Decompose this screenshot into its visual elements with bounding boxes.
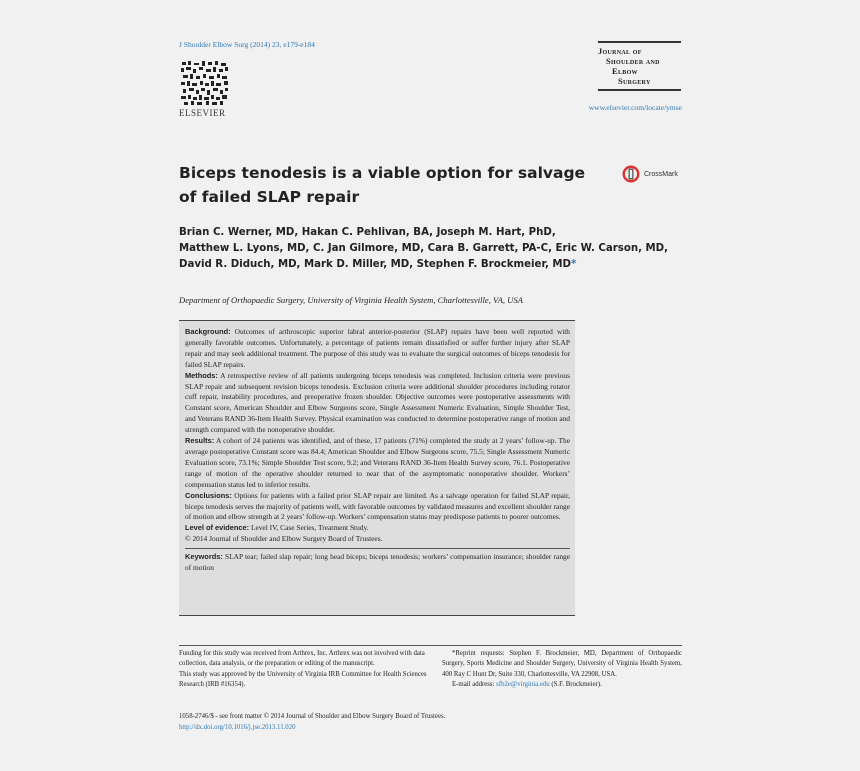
section-text: Outcomes of arthroscopic superior labral anterior-posterior (SLAP) repairs have been well reported with generally favorable outcomes. Unfortunately, a percentage of patients remain dissatisfied or suffer further injury after SLAP repair and may seek additional treatment. The purpose of this study was to evaluate the surgical outcomes of biceps tenodesis for failed SLAP repairs. [185,327,570,369]
section-label: Background: [185,327,231,336]
footer-meta [179,711,682,733]
reprint-note: *Reprint requests: Stephen F. Brockmeier, MD, Department of Orthopaedic Surgery, Sports Medicine and Shoulder Surgery, University of Virginia Health System, 400 Ray C Hunt Dr, Suite 330, Charlottesville, VA 22908, USA. [442,650,682,678]
citation-link[interactable]: J Shoulder Elbow Surg (2014) 23, e179-e184 [179,40,315,49]
journal-url-link[interactable]: www.elsevier.com/locate/ymse [588,103,682,112]
author-line: Matthew L. Lyons, MD, C. Jan Gilmore, MD, Cara B. Garrett, PA-C, Eric W. Carson, MD, [179,243,668,254]
irb-note: This study was approved by the University of Virginia IRB Committee for Health Sciences Research (IRB #16354). [179,670,427,688]
section-label: Results: [185,436,215,446]
journal-logo-line: Journal of [598,46,642,56]
email-note [442,680,682,690]
crossmark-icon [622,165,640,183]
abstract-keywords [185,552,570,574]
crossmark-button[interactable] [622,162,682,186]
corresponding-author-link[interactable]: * [571,259,577,270]
divider [185,548,570,549]
journal-logo-line: Shoulder and [606,56,660,66]
funding-note: Funding for this study was received from Arthrex, Inc. Arthrex was not involved with data collection, data analysis, or the preparation or editing of the manuscript. [179,650,425,668]
abstract-results [185,436,570,491]
footnotes-right [442,649,682,690]
section-text: SLAP tear; failed slap repair; long head biceps; biceps tenodesis; workers’ compensation insurance; shoulder range of motion [185,552,570,573]
journal-logo [598,41,681,91]
email-label: E-mail address: [452,680,495,688]
section-label: Level of evidence: [185,523,250,533]
author-line: Brian C. Werner, MD, Hakan C. Pehlivan, BA, Joseph M. Hart, PhD, [179,227,556,238]
publisher-name: ELSEVIER [179,108,226,118]
doi-link[interactable]: http://dx.doi.org/10.1016/j.jse.2013.11.020 [179,724,296,731]
journal-logo-line: Surgery [618,76,651,86]
abstract-copyright: © 2014 Journal of Shoulder and Elbow Surgery Board of Trustees. [185,534,383,544]
section-label: Methods: [185,370,218,380]
elsevier-tree-logo-icon [180,60,230,106]
abstract-methods [185,371,570,436]
section-text: A retrospective review of all patients undergoing biceps tenodesis was completed. Inclusion criteria were previous SLAP repair and subsequent revision biceps tenodesis. Exclusion criteria were additional shoulder procedures including rotator cuff repair, instability procedures, and preoperative frozen shoulder. Objective outcomes were postoperative assessments with Constant score, American Shoulder and Elbow Surgeons score, Single Assessment Numeric Evaluation, Simple Shoulder Test, and Veterans RAND 36-Item Health Survey. Physical examination was conducted to determine postoperative range of motion and strength compared with the nonoperative shoulder. [185,370,570,435]
email-suffix: (S.F. Brockmeier). [551,680,602,688]
author-list [179,225,689,273]
footnote-divider [179,645,682,646]
abstract-background [185,327,570,371]
footnotes-left [179,649,427,690]
issn-line: 1058-2746/$ - see front matter © 2014 Journal of Shoulder and Elbow Surgery Board of Trustees. [179,713,446,720]
abstract-conclusions [185,491,570,524]
section-label: Keywords: [185,552,223,562]
article-title: Biceps tenodesis is a viable option for salvage of failed SLAP repair [179,164,586,206]
section-text: Options for patients with a failed prior SLAP repair are limited. As a salvage operation for failed SLAP repair, biceps tenodesis serves the majority of patients well, with favorable outcomes by validated measures and excellent shoulder range of motion and elbow strength at 2 years’ follow-up. Workers’ compensation status may predispose patients to poorer outcomes. [185,490,570,522]
abstract-level-of-evidence [185,523,570,534]
email-link[interactable]: sfb2e@virginia.edu [496,680,550,688]
author-line: David R. Diduch, MD, Mark D. Miller, MD, Stephen F. Brockmeier, MD [179,259,571,270]
abstract-box [179,320,575,616]
section-text: A cohort of 24 patients was identified, and of these, 17 patients (71%) completed the study at 2 years’ follow-up. The average postoperative Constant score was 84.4; American Shoulder and Elbow Surgeons score, 75.5; Single Assessment Numeric Evaluation score, 73.1%; Simple Shoulder Test score, 9.2; and Veterans RAND 36-Item Health Survey score, 76.1. Postoperative range of motion of the operative shoulder returned to near that of the asymptomatic nonoperative shoulder. Workers’ compensation status led to inferior results. [185,436,570,489]
crossmark-label: CrossMark [644,170,678,178]
section-label: Conclusions: [185,490,232,500]
affiliation: Department of Orthopaedic Surgery, University of Virginia Health System, Charlottesville, VA, USA [179,295,523,305]
section-text: Level IV, Case Series, Treatment Study. [250,523,369,533]
journal-logo-line: Elbow [612,66,638,76]
